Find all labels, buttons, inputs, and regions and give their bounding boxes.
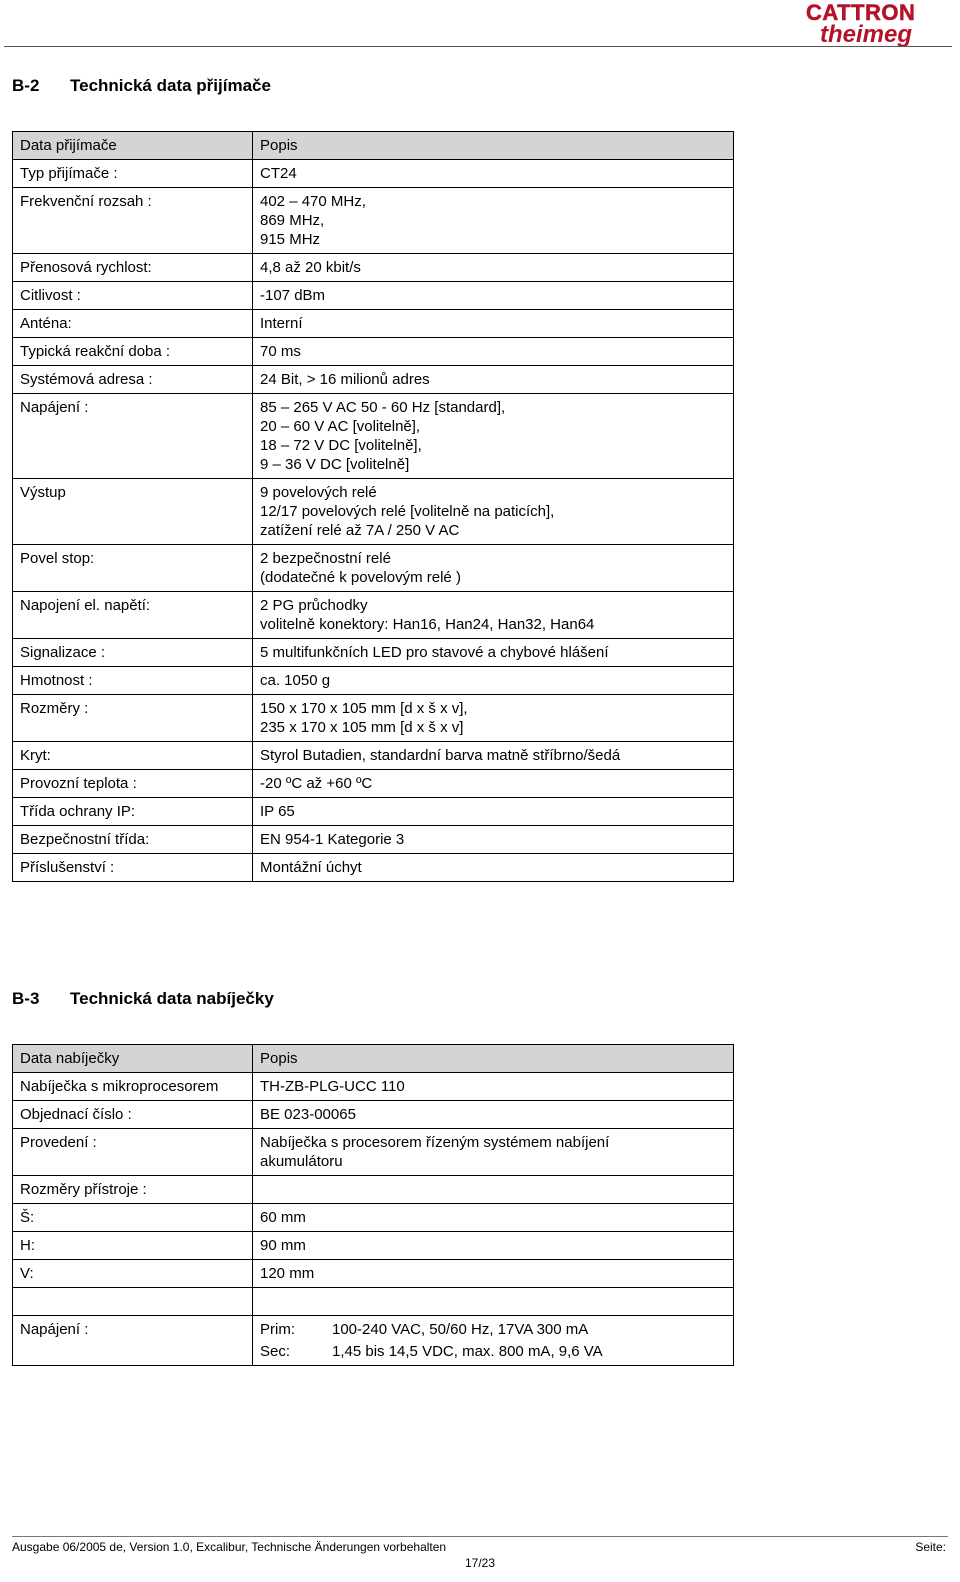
footer-edition-text: Ausgabe 06/2005 de, Version 1.0, Excalibur, Technische Änderungen vorbehalten — [12, 1540, 447, 1554]
value-line: 85 – 265 V AC 50 - 60 Hz [standard], — [260, 399, 506, 416]
row-label: Typická reakční doba : — [13, 338, 253, 366]
value-line: EN 954-1 Kategorie 3 — [260, 831, 405, 848]
row-label: Napojení el. napětí: — [13, 592, 253, 639]
row-value — [253, 854, 734, 882]
value-line: ca. 1050 g — [260, 672, 331, 689]
value-line: -20 ºC až +60 ºC — [260, 775, 373, 792]
row-value — [253, 1176, 734, 1204]
row-label: Provozní teplota : — [13, 770, 253, 798]
value-line: Montážní úchyt — [260, 859, 362, 876]
row-value — [253, 545, 734, 592]
row-value — [253, 338, 734, 366]
receiver-data-table — [12, 131, 734, 882]
value-line: (dodatečné k povelovým relé ) — [260, 569, 461, 586]
table-row — [13, 798, 734, 826]
value-line: volitelně konektory: Han16, Han24, Han32, Han64 — [260, 616, 595, 633]
table-row — [13, 592, 734, 639]
table-row — [13, 479, 734, 545]
footer-page-number: 17/23 — [464, 1556, 496, 1570]
row-label: Typ přijímače : — [13, 160, 253, 188]
row-value — [253, 160, 734, 188]
row-label: Přenosová rychlost: — [13, 254, 253, 282]
value-line: 5 multifunkčních LED pro stavové a chybové hlášení — [260, 644, 609, 661]
row-label: Výstup — [13, 479, 253, 545]
table-row — [13, 1204, 734, 1232]
value-line: Styrol Butadien, standardní barva matně stříbrno/šedá — [260, 747, 621, 764]
table-row — [13, 310, 734, 338]
footer-page-label: Seite: — [915, 1540, 946, 1554]
row-label: Citlivost : — [13, 282, 253, 310]
row-value — [253, 1204, 734, 1232]
logo-text-top: CATTRON — [806, 0, 916, 25]
table-row — [13, 254, 734, 282]
row-label: Hmotnost : — [13, 667, 253, 695]
row-value — [253, 1101, 734, 1129]
column-header-data: Data nabíječky — [13, 1045, 253, 1073]
header-divider — [4, 46, 952, 47]
table-row — [13, 742, 734, 770]
value-line: 12/17 povelových relé [volitelně na paticích], — [260, 503, 555, 520]
value-line: zatížení relé až 7A / 250 V AC — [260, 522, 460, 539]
row-label: Napájení : — [13, 394, 253, 479]
value-line: 2 PG průchodky — [260, 597, 368, 614]
row-value — [253, 770, 734, 798]
value-line: Nabíječka s procesorem řízeným systémem nabíjení — [260, 1134, 610, 1151]
column-header-description: Popis — [253, 132, 734, 160]
value-line: CT24 — [260, 165, 297, 182]
value-line: Interní — [260, 315, 303, 332]
column-header-description: Popis — [253, 1045, 734, 1073]
table-row — [13, 1176, 734, 1204]
table-row-power — [13, 1316, 734, 1366]
row-value — [253, 1260, 734, 1288]
logo-text-bottom: theimeg — [820, 21, 913, 48]
table-row — [13, 282, 734, 310]
table-row — [13, 545, 734, 592]
value-line: 150 x 170 x 105 mm [d x š x v], — [260, 700, 468, 717]
value-line: 70 ms — [260, 343, 301, 360]
table-row — [13, 854, 734, 882]
value-line: 869 MHz, — [260, 212, 325, 229]
row-label: Napájení : — [13, 1316, 253, 1366]
row-label: Anténa: — [13, 310, 253, 338]
power-key: Prim: — [260, 1321, 295, 1338]
value-line: TH-ZB-PLG-UCC 110 — [260, 1078, 405, 1095]
value-line: 60 mm — [260, 1209, 306, 1226]
row-value — [253, 1232, 734, 1260]
row-value — [253, 592, 734, 639]
value-line: 9 povelových relé — [260, 484, 377, 501]
value-line: 402 – 470 MHz, — [260, 193, 366, 210]
section-title-receiver — [12, 76, 271, 96]
row-label: Frekvenční rozsah : — [13, 188, 253, 254]
table-header-row — [13, 1045, 734, 1073]
row-label: Rozměry : — [13, 695, 253, 742]
row-value — [253, 1129, 734, 1176]
row-label: Provedení : — [13, 1129, 253, 1176]
table-row — [13, 695, 734, 742]
value-line: 915 MHz — [260, 231, 321, 248]
power-spec-grid — [260, 1320, 726, 1361]
row-value — [253, 667, 734, 695]
section-number: B-2 — [12, 76, 40, 95]
row-value — [253, 310, 734, 338]
row-label: Nabíječka s mikroprocesorem — [13, 1073, 253, 1101]
table-row — [13, 1129, 734, 1176]
row-value — [253, 479, 734, 545]
row-value — [253, 282, 734, 310]
row-value — [253, 1288, 734, 1316]
table-row — [13, 770, 734, 798]
value-line: 9 – 36 V DC [volitelně] — [260, 456, 410, 473]
row-value — [253, 695, 734, 742]
row-label: V: — [13, 1260, 253, 1288]
table-row — [13, 826, 734, 854]
row-value — [253, 394, 734, 479]
table-row — [13, 366, 734, 394]
value-line: 90 mm — [260, 1237, 306, 1254]
row-label: Příslušenství : — [13, 854, 253, 882]
row-value — [253, 798, 734, 826]
value-line: 2 bezpečnostní relé — [260, 550, 391, 567]
row-label: Systémová adresa : — [13, 366, 253, 394]
table-row — [13, 1232, 734, 1260]
section-heading: Technická data nabíječky — [70, 989, 274, 1008]
row-label: Bezpečnostní třída: — [13, 826, 253, 854]
section-title-charger — [12, 989, 274, 1009]
column-header-data: Data přijímače — [13, 132, 253, 160]
row-value — [253, 1316, 734, 1366]
section-number: B-3 — [12, 989, 40, 1008]
section-heading: Technická data přijímače — [70, 76, 271, 95]
table-row — [13, 1260, 734, 1288]
table-row — [13, 1073, 734, 1101]
row-label: Kryt: — [13, 742, 253, 770]
table-row — [13, 1288, 734, 1316]
value-line: akumulátoru — [260, 1153, 343, 1170]
value-line: 120 mm — [260, 1265, 315, 1282]
row-label: Povel stop: — [13, 545, 253, 592]
cattron-theimeg-logo — [798, 0, 948, 48]
table-header-row — [13, 132, 734, 160]
row-value — [253, 188, 734, 254]
row-label: Š: — [13, 1204, 253, 1232]
row-label: H: — [13, 1232, 253, 1260]
table-row — [13, 394, 734, 479]
value-line: 18 – 72 V DC [volitelně], — [260, 437, 422, 454]
row-label — [13, 1288, 253, 1316]
row-value — [253, 826, 734, 854]
value-line: 235 x 170 x 105 mm [d x š x v] — [260, 719, 464, 736]
table-row — [13, 338, 734, 366]
table-row — [13, 667, 734, 695]
table-row — [13, 1101, 734, 1129]
footer-divider — [12, 1536, 948, 1537]
row-value — [253, 742, 734, 770]
table-row — [13, 188, 734, 254]
power-key: Sec: — [260, 1343, 291, 1360]
row-label: Rozměry přístroje : — [13, 1176, 253, 1204]
row-label: Signalizace : — [13, 639, 253, 667]
value-line: 20 – 60 V AC [volitelně], — [260, 418, 421, 435]
power-value: 100-240 VAC, 50/60 Hz, 17VA 300 mA — [332, 1321, 589, 1338]
row-value — [253, 639, 734, 667]
table-row — [13, 639, 734, 667]
table-row — [13, 160, 734, 188]
row-label: Objednací číslo : — [13, 1101, 253, 1129]
row-value — [253, 366, 734, 394]
value-line: 24 Bit, > 16 milionů adres — [260, 371, 430, 388]
row-value — [253, 1073, 734, 1101]
row-value — [253, 254, 734, 282]
charger-data-table — [12, 1044, 734, 1366]
value-line: 4,8 až 20 kbit/s — [260, 259, 361, 276]
value-line: IP 65 — [260, 803, 295, 820]
row-label: Třída ochrany IP: — [13, 798, 253, 826]
value-line: -107 dBm — [260, 287, 326, 304]
value-line: BE 023-00065 — [260, 1106, 356, 1123]
power-value: 1,45 bis 14,5 VDC, max. 800 mA, 9,6 VA — [332, 1343, 603, 1360]
